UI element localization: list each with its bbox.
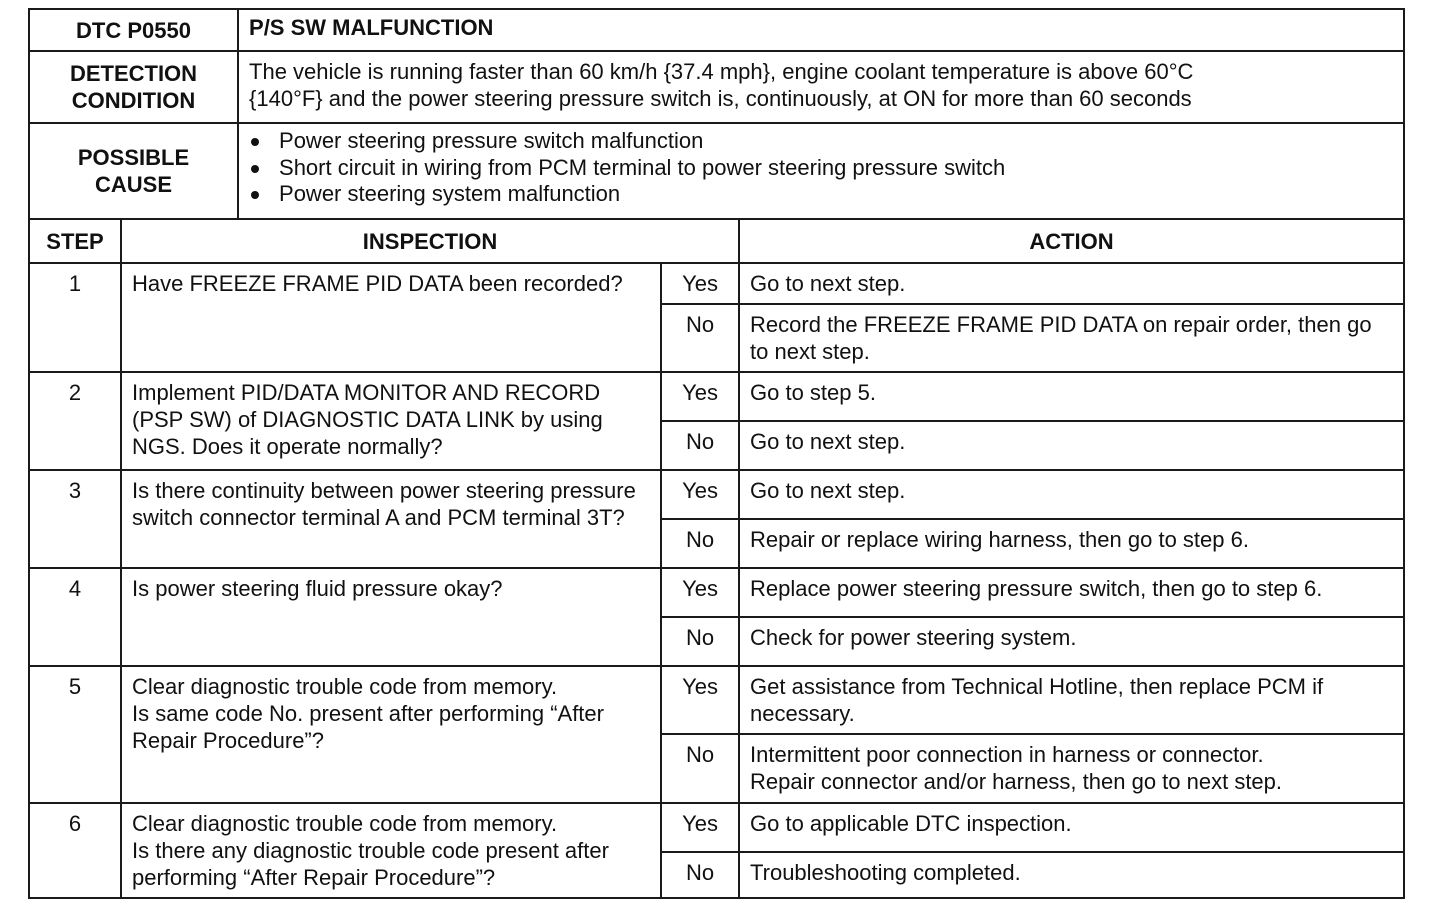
- step-number: 1: [29, 263, 121, 372]
- inspection-text: Is there continuity between power steering pressure switch connector terminal A and PCM terminal 3T?: [121, 470, 661, 568]
- step-number: 2: [29, 372, 121, 470]
- step-number: 5: [29, 666, 121, 803]
- yes-label: Yes: [661, 666, 739, 734]
- inspection-text: Clear diagnostic trouble code from memory. Is same code No. present after performing “After Repair Procedure”?: [121, 666, 661, 803]
- table-row: [29, 263, 1404, 304]
- no-label: No: [661, 734, 739, 803]
- no-action: Repair or replace wiring harness, then go to step 6.: [739, 519, 1404, 568]
- no-label: No: [661, 304, 739, 372]
- yes-action: Go to step 5.: [739, 372, 1404, 421]
- yes-label: Yes: [661, 263, 739, 304]
- no-action: Troubleshooting completed.: [739, 852, 1404, 898]
- cause-item: Power steering system malfunction: [251, 181, 1393, 208]
- yes-label: Yes: [661, 372, 739, 421]
- yes-label: Yes: [661, 470, 739, 519]
- cause-item: Power steering pressure switch malfunction: [251, 128, 1393, 155]
- cause-item: Short circuit in wiring from PCM terminal to power steering pressure switch: [251, 155, 1393, 182]
- inspection-column-header: INSPECTION: [121, 219, 739, 263]
- no-label: No: [661, 519, 739, 568]
- bullet-icon: [251, 191, 259, 199]
- table-row: [29, 568, 1404, 617]
- inspection-text: Have FREEZE FRAME PID DATA been recorded?: [121, 263, 661, 372]
- no-action: Intermittent poor connection in harness or connector. Repair connector and/or harness, then go to next step.: [739, 734, 1404, 803]
- detection-condition-text: The vehicle is running faster than 60 km/h {37.4 mph}, engine coolant temperature is above 60°C {140°F} and the power steering pressure switch is, continuously, at ON for more than 60 seconds: [238, 51, 1404, 123]
- step-number: 3: [29, 470, 121, 568]
- detection-condition-row: [29, 51, 1404, 123]
- possible-cause-list: [238, 123, 1404, 219]
- no-label: No: [661, 617, 739, 666]
- dtc-code: DTC P0550: [29, 9, 238, 51]
- yes-label: Yes: [661, 568, 739, 617]
- no-label: No: [661, 852, 739, 898]
- inspection-text: Is power steering fluid pressure okay?: [121, 568, 661, 666]
- step-number: 4: [29, 568, 121, 666]
- dtc-troubleshooting-table: [28, 8, 1405, 899]
- table-row: [29, 803, 1404, 852]
- no-action: Go to next step.: [739, 421, 1404, 470]
- yes-label: Yes: [661, 803, 739, 852]
- table-row: [29, 666, 1404, 734]
- table-row: [29, 470, 1404, 519]
- yes-action: Go to applicable DTC inspection.: [739, 803, 1404, 852]
- no-action: Check for power steering system.: [739, 617, 1404, 666]
- bullet-icon: [251, 165, 259, 173]
- no-action: Record the FREEZE FRAME PID DATA on repair order, then go to next step.: [739, 304, 1404, 372]
- inspection-text: Implement PID/DATA MONITOR AND RECORD (PSP SW) of DIAGNOSTIC DATA LINK by using NGS. Does it operate normally?: [121, 372, 661, 470]
- column-header-row: [29, 219, 1404, 263]
- possible-cause-row: [29, 123, 1404, 219]
- possible-cause-label: POSSIBLE CAUSE: [29, 123, 238, 219]
- table-row: [29, 372, 1404, 421]
- dtc-title: P/S SW MALFUNCTION: [238, 9, 1404, 51]
- no-label: No: [661, 421, 739, 470]
- dtc-header-row: [29, 9, 1404, 51]
- yes-action: Get assistance from Technical Hotline, then replace PCM if necessary.: [739, 666, 1404, 734]
- step-column-header: STEP: [29, 219, 121, 263]
- yes-action: Go to next step.: [739, 470, 1404, 519]
- action-column-header: ACTION: [739, 219, 1404, 263]
- yes-action: Replace power steering pressure switch, then go to step 6.: [739, 568, 1404, 617]
- detection-condition-label: DETECTION CONDITION: [29, 51, 238, 123]
- yes-action: Go to next step.: [739, 263, 1404, 304]
- inspection-text: Clear diagnostic trouble code from memory. Is there any diagnostic trouble code present after performing “After Repair Procedure”?: [121, 803, 661, 898]
- bullet-icon: [251, 138, 259, 146]
- step-number: 6: [29, 803, 121, 898]
